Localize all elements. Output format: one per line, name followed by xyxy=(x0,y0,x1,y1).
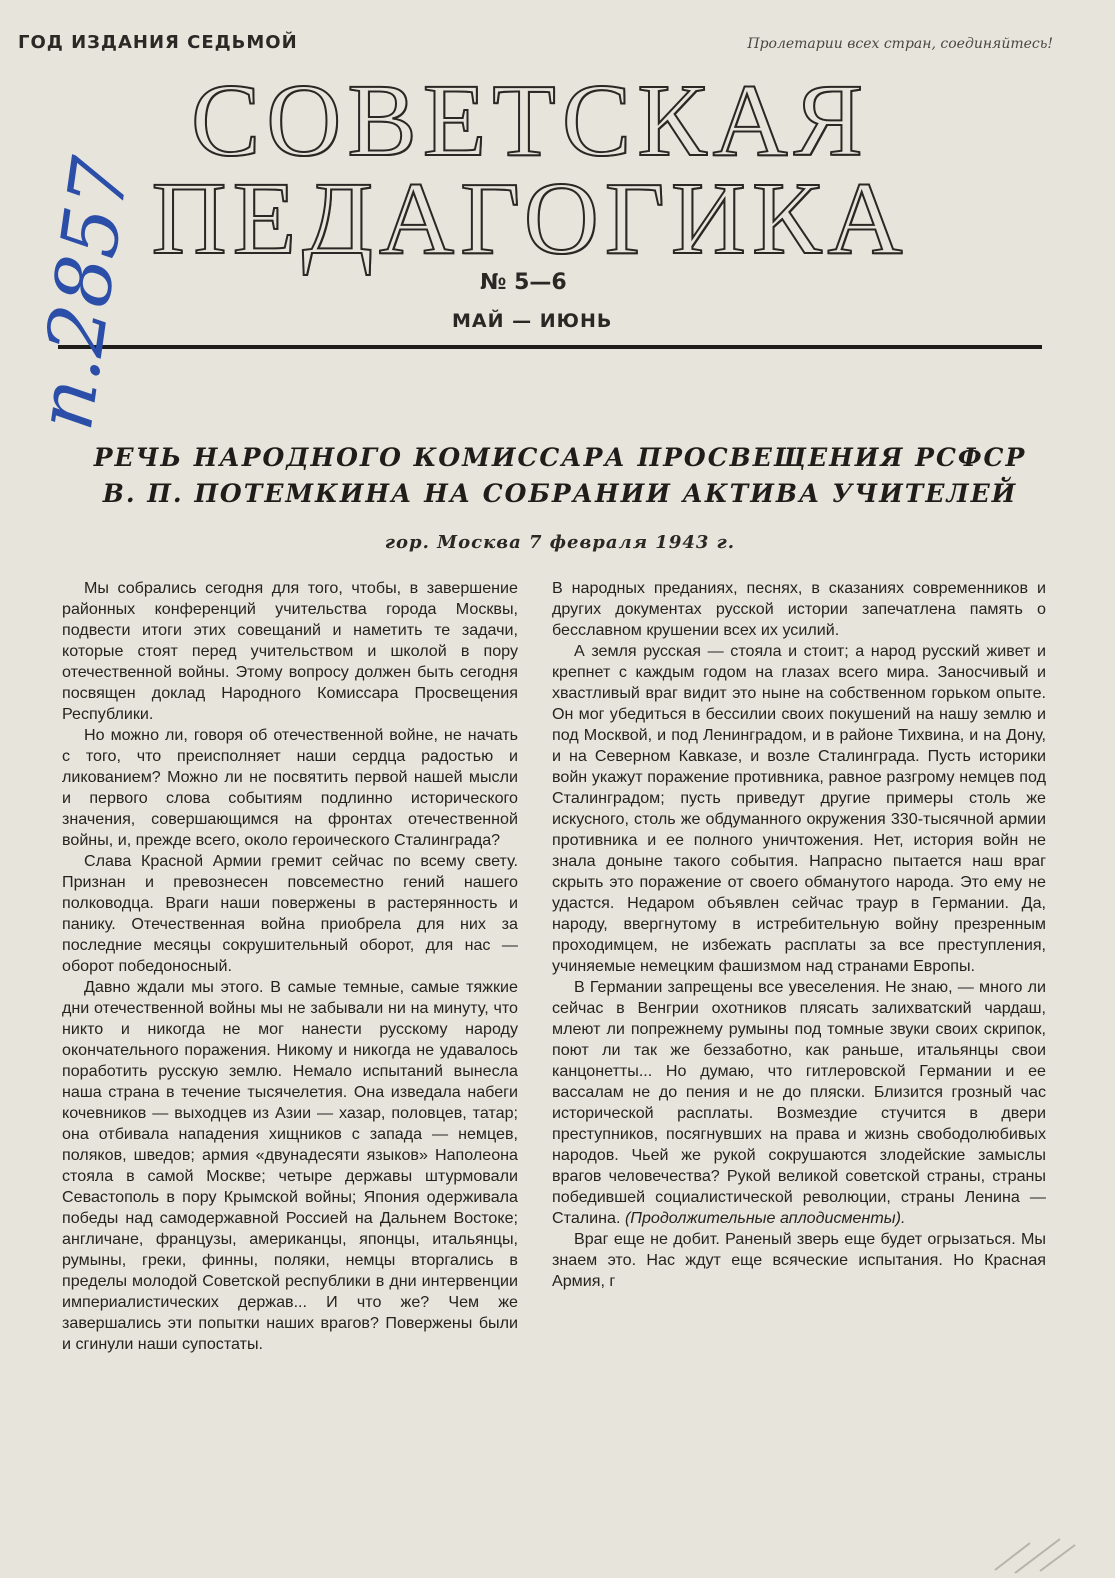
text-column-left xyxy=(62,578,518,1355)
paragraph: Но можно ли, говоря об отечественной войне, не начать с того, что преисполняет наши сердца радостью и ликованием? Можно ли не посвятить первой нашей мысли и первого слова событиям подлинно исторического значения, совершающимся на фронтах отечественной войны, и, прежде всего, около героического Сталинграда? xyxy=(62,726,518,849)
article-title-line-1: РЕЧЬ НАРОДНОГО КОМИССАРА ПРОСВЕЩЕНИЯ РСФСР xyxy=(93,443,1027,472)
applause-note: (Продолжительные аплодисменты). xyxy=(624,1209,906,1227)
paragraph: Мы собрались сегодня для того, чтобы, в завершение районных конференций учительства города Москвы, подвести итоги этих совещаний и наметить те задачи, которые стоят перед учительством и школой в пору отечественной войны. Этому вопросу должен быть сегодня посвящен доклад Народного Комиссара Просвещения Республики. xyxy=(62,579,518,723)
text-column-right xyxy=(552,578,1046,1292)
article-title xyxy=(60,440,1060,512)
library-stamp-handwriting xyxy=(19,146,148,436)
publication-year-label: ГОД ИЗДАНИЯ СЕДЬМОЙ xyxy=(18,32,298,53)
paragraph-text: В Германии запрещены все увеселения. Не знаю, — много ли сейчас в Венгрии охотников плясать залихватский чардаш, млеют ли попрежнему румыны под томные звуки своих скрипок, поют ли так же беззаботно, как раньше, итальянцы свои канцонетты... Но думаю, что гитлеровской Германии и ее вассалам не до пения и не до пляски. Близится грозный час исторической расплаты. Возмездие стучится в двери преступников, посягнувших на права и жизнь свободолюбивых народов. Чьей же рукой сокрушаются злодейские замыслы врагов человечества? Рукой великой советской страны, страны победившей социалистической революции, страны Ленина — Сталина. xyxy=(552,978,1046,1227)
page-corner-scribble xyxy=(990,1535,1080,1575)
slogan: Пролетарии всех стран, соединяйтесь! xyxy=(747,36,1053,52)
masthead xyxy=(150,63,910,276)
issue-number: № 5—6 xyxy=(480,270,567,295)
paragraph: Слава Красной Армии гремит сейчас по всему свету. Признан и превознесен повсеместно гений нашего полководца. Враги наши повержены в растерянность и панику. Отечественная война приобрела для них за последние месяцы сокрушительный оборот, для нас — оборот победоносный. xyxy=(62,852,518,975)
stamp-text: п.2857 xyxy=(19,152,148,436)
article-dateline: гор. Москва 7 февраля 1943 г. xyxy=(384,532,736,553)
paragraph: Давно ждали мы этого. В самые темные, самые тяжкие дни отечественной войны мы не забывали ни на минуту, что никто и никогда не мог нанести русскому народу окончательного поражения. Никому и никогда не удавалось поработить русскую землю. Немало испытаний вынесла наша страна в течение тысячелетия. Она изведала набеги кочевников — выходцев из Азии — хазар, половцев, татар; она отбивала нападения хищников с запада — немцев, поляков, шведов; армия «двунадесяти языков» Наполеона стояла в самой Москве; четыре державы штурмовали Севастополь в пору Крымской войны; Япония одерживала победы над самодержавной Россией на Дальнем Востоке; англичане, французы, американцы, японцы, итальянцы, румыны, греки, финны, поляки, немцы вторгались в пределы молодой Советской республики в дни интервенции империалистических держав... И что же? Чем же завершались эти попытки наших врагов? Повержены были и сгинули наши супостаты. xyxy=(62,978,518,1353)
masthead-line-2: ПЕДАГОГИКА xyxy=(151,161,909,276)
paragraph: А земля русская — стояла и стоит; а народ русский живет и крепнет с каждым годом на глазах всего мира. Заносчивый и хвастливый враг видит это ныне на собственном горьком опыте. Он мог убедиться в бессилии своих покушений на нашу землю и под Москвой, и под Ленинградом, и в районе Тихвина, и на Дону, и на Северном Кавказе, и возле Сталинграда. Пусть историки войн укажут поражение противника, равное разгрому немцев под Сталинградом; пусть приведут другие примеры столь же искусного, столь же обдуманного окружения 330-тысячной армии противника и ее полного уничтожения. Нет, история войн не знала доныне такого события. Напрасно пытается наш враг скрыть это поражение от своего обманутого народа. Это ему не удастся. Недаром объявлен сейчас траур в Германии. Да, народу, ввергнутому в истребительную войну презренным проходимцем, не избежать расплаты за все преступления, учиняемые немецким фашизмом над странами Европы. xyxy=(552,642,1046,975)
issue-months: МАЙ — ИЮНЬ xyxy=(452,310,613,332)
header-divider xyxy=(58,345,1042,349)
paragraph xyxy=(552,977,1046,1229)
paragraph-continued: В народных преданиях, песнях, в сказаниях современников и других документах русской истории запечатлена память о бесславном крушении всех их усилий. xyxy=(552,579,1046,639)
paragraph: Враг еще не добит. Раненый зверь еще будет огрызаться. Мы знаем это. Нас ждут еще всяческие испытания. Но Красная Армия, г xyxy=(552,1230,1046,1290)
masthead-line-1: СОВЕТСКАЯ xyxy=(190,63,870,178)
article-title-line-2: В. П. ПОТЕМКИНА НА СОБРАНИИ АКТИВА УЧИТЕЛЕЙ xyxy=(102,479,1018,508)
